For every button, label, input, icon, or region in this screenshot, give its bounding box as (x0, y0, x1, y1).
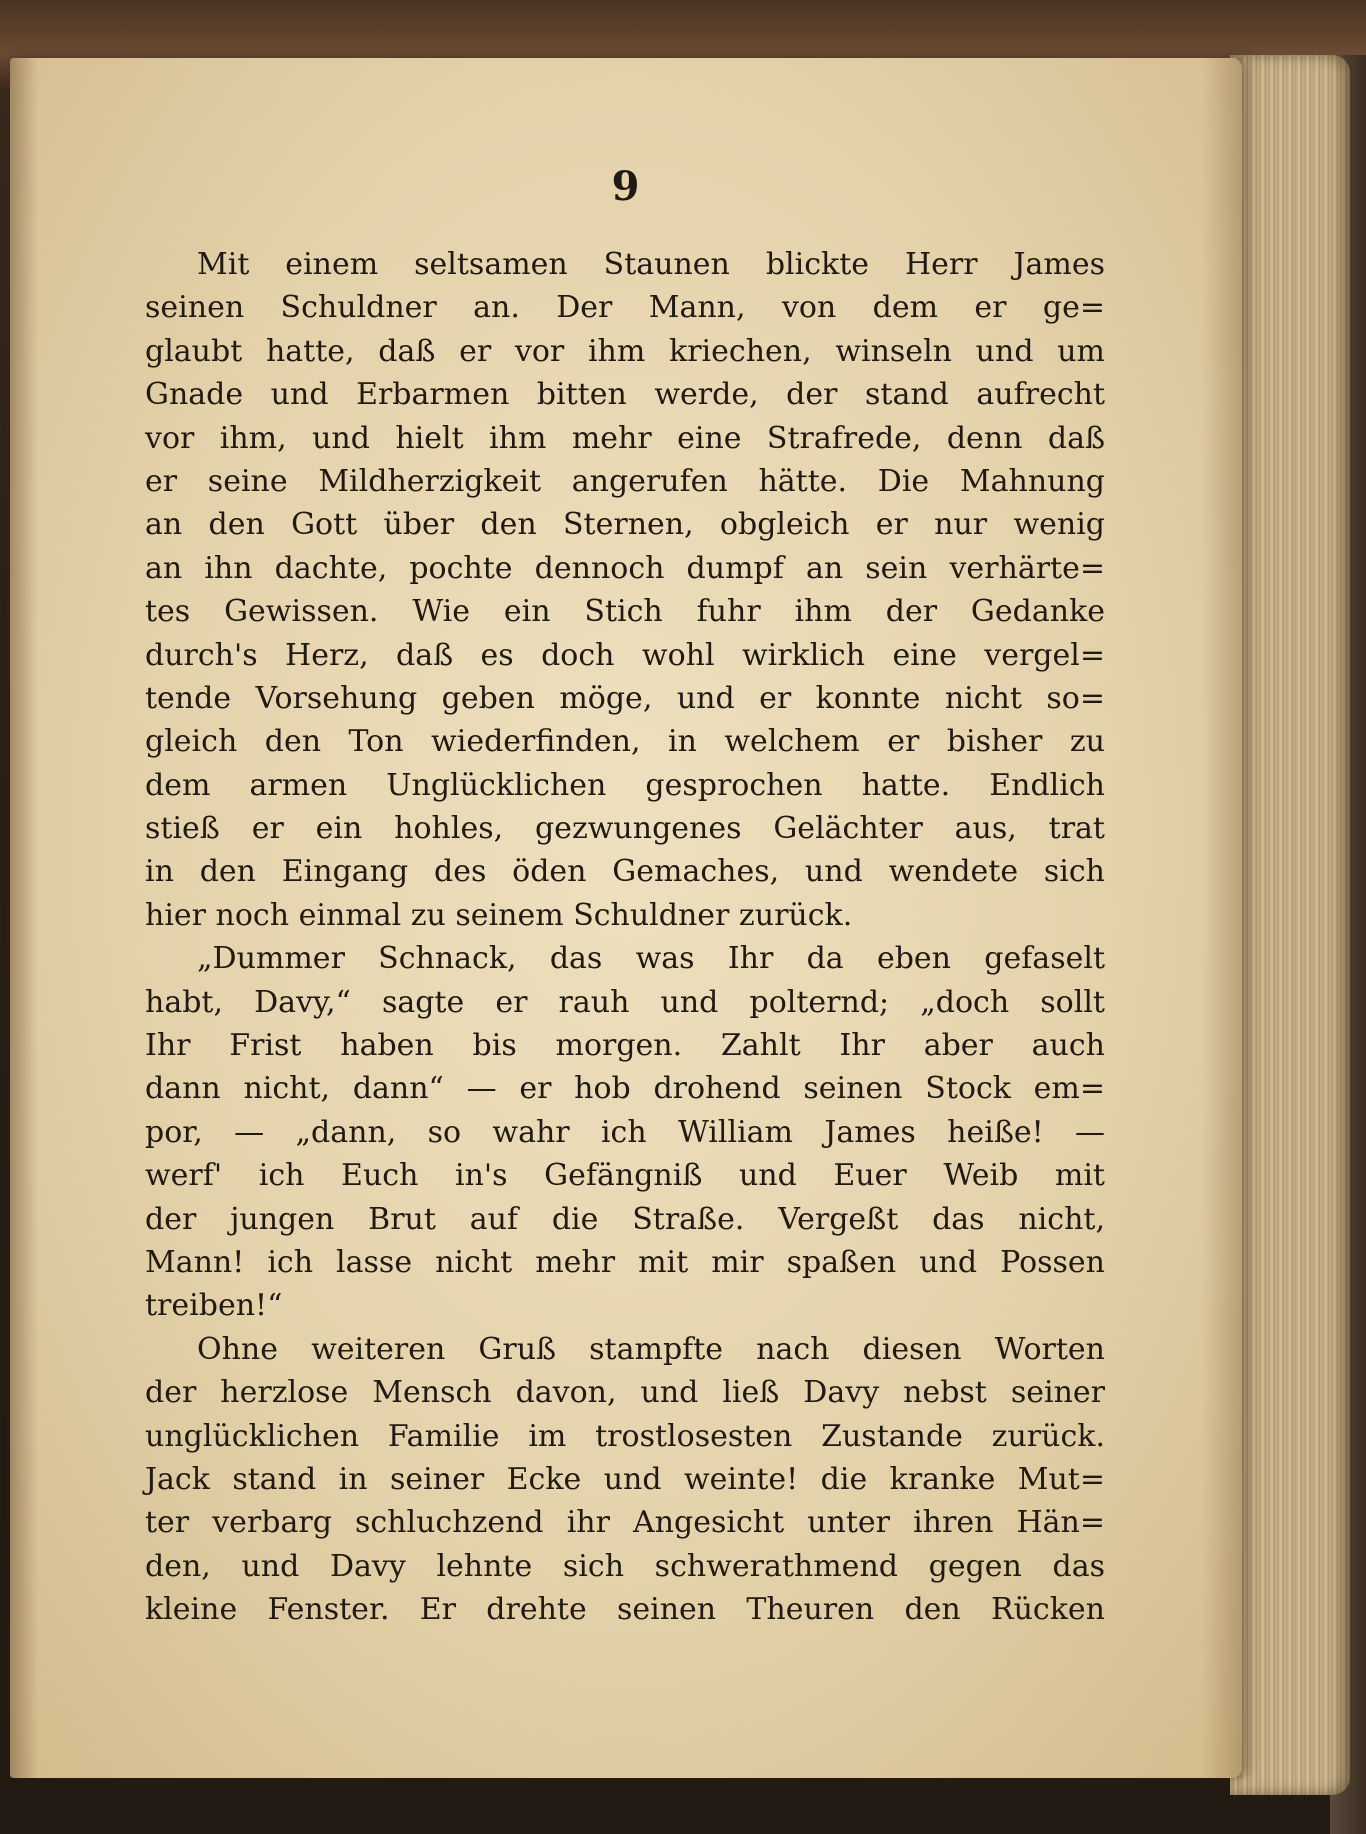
text-line: Mann! ich lasse nicht mehr mit mir spaßen und Possen (145, 1244, 1105, 1280)
text-line: vor ihm, und hielt ihm mehr eine Strafrede, denn daß (145, 420, 1105, 456)
text-line: dann nicht, dann“ — er hob drohend seinen Stock em= (145, 1071, 1105, 1107)
text-line: dem armen Unglücklichen gesprochen hatte. Endlich (145, 767, 1105, 803)
text-line: tes Gewissen. Wie ein Stich fuhr ihm der Gedanke (145, 594, 1105, 630)
text-line: stieß er ein hohles, gezwungenes Gelächter aus, trat (145, 811, 1105, 847)
text-line: hier noch einmal zu seinem Schuldner zurück. (145, 897, 853, 933)
text-line: an den Gott über den Sternen, obgleich er nur wenig (145, 507, 1105, 543)
text-line: den, und Davy lehnte sich schwerathmend gegen das (145, 1548, 1105, 1584)
text-line: in den Eingang des öden Gemaches, und wendete sich (145, 854, 1105, 890)
body-text (145, 243, 1105, 1632)
text-line: Gnade und Erbarmen bitten werde, der stand aufrecht (145, 377, 1105, 413)
page-edges (1230, 55, 1350, 1795)
text-line: kleine Fenster. Er drehte seinen Theuren den Rücken (145, 1592, 1105, 1628)
text-line: der herzlose Mensch davon, und ließ Davy nebst seiner (145, 1375, 1105, 1411)
text-line: der jungen Brut auf die Straße. Vergeßt das nicht, (145, 1201, 1105, 1237)
text-line: Ihr Frist haben bis morgen. Zahlt Ihr aber auch (145, 1028, 1105, 1064)
text-line: „Dummer Schnack, das was Ihr da eben gefaselt (197, 941, 1105, 977)
text-line: glaubt hatte, daß er vor ihm kriechen, winseln und um (145, 333, 1105, 369)
text-line: treiben!“ (145, 1288, 283, 1324)
text-line: Mit einem seltsamen Staunen blickte Herr James (197, 247, 1105, 282)
text-line: werf' ich Euch in's Gefängniß und Euer Weib mit (145, 1158, 1105, 1194)
text-line: er seine Mildherzigkeit angerufen hätte. Die Mahnung (145, 463, 1105, 499)
text-line: habt, Davy,“ sagte er rauh und polternd; „doch sollt (145, 984, 1105, 1020)
text-line: gleich den Ton wiederfinden, in welchem er bisher zu (145, 724, 1105, 760)
text-line: ter verbarg schluchzend ihr Angesicht unter ihren Hän= (145, 1505, 1105, 1541)
text-line: tende Vorsehung geben möge, und er konnte nicht so= (145, 680, 1105, 716)
page-number: 9 (611, 163, 641, 210)
text-line: seinen Schuldner an. Der Mann, von dem er ge= (145, 290, 1105, 326)
book-page (10, 58, 1242, 1778)
text-line: por, — „dann, so wahr ich William James heiße! — (145, 1114, 1105, 1150)
text-line: unglücklichen Familie im trostlosesten Zustande zurück. (145, 1418, 1105, 1454)
text-line: Ohne weiteren Gruß stampfte nach diesen Worten (197, 1331, 1105, 1367)
text-line: durch's Herz, daß es doch wohl wirklich eine vergel= (145, 637, 1105, 673)
text-line: Jack stand in seiner Ecke und weinte! die kranke Mut= (145, 1461, 1105, 1497)
text-line: an ihn dachte, pochte dennoch dumpf an sein verhärte= (145, 550, 1105, 586)
